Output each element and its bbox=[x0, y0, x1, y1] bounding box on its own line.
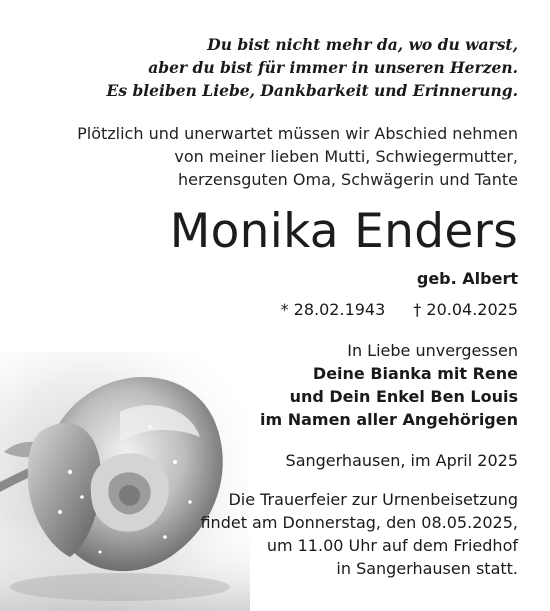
maiden-name: geb. Albert bbox=[416, 269, 518, 288]
mourner-line: im Namen aller Angehörigen bbox=[259, 410, 518, 429]
life-dates bbox=[281, 299, 518, 321]
death-date: † 20.04.2025 bbox=[413, 300, 518, 319]
mourner-line: und Dein Enkel Ben Louis bbox=[289, 387, 518, 406]
mourners-block bbox=[260, 339, 518, 431]
intro-line: Plötzlich und unerwartet müssen wir Abschied nehmen bbox=[77, 124, 518, 143]
funeral-service-info bbox=[200, 488, 518, 580]
intro-line: herzensguten Oma, Schwägerin und Tante bbox=[177, 170, 518, 189]
birth-date: * 28.02.1943 bbox=[280, 300, 386, 319]
deceased-name: Monika Enders bbox=[169, 204, 518, 259]
intro-line: von meiner lieben Mutti, Schwiegermutter, bbox=[174, 147, 518, 166]
service-line: um 11.00 Uhr auf dem Friedhof bbox=[266, 536, 518, 555]
quote-line: Du bist nicht mehr da, wo du warst, bbox=[207, 35, 518, 54]
service-line: findet am Donnerstag, den 08.05.2025, bbox=[200, 513, 518, 532]
mourners-intro: In Liebe unvergessen bbox=[347, 341, 518, 360]
quote-line: aber du bist für immer in unseren Herzen. bbox=[148, 58, 518, 77]
place-and-date: Sangerhausen, im April 2025 bbox=[285, 451, 518, 470]
service-line: Die Trauerfeier zur Urnenbeisetzung bbox=[228, 490, 518, 509]
memorial-quote bbox=[107, 33, 518, 102]
quote-line: Es bleiben Liebe, Dankbarkeit und Erinnerung. bbox=[106, 81, 518, 100]
service-line: in Sangerhausen statt. bbox=[336, 559, 518, 578]
mourner-line: Deine Bianka mit Rene bbox=[312, 364, 518, 383]
announcement-intro bbox=[77, 122, 518, 191]
